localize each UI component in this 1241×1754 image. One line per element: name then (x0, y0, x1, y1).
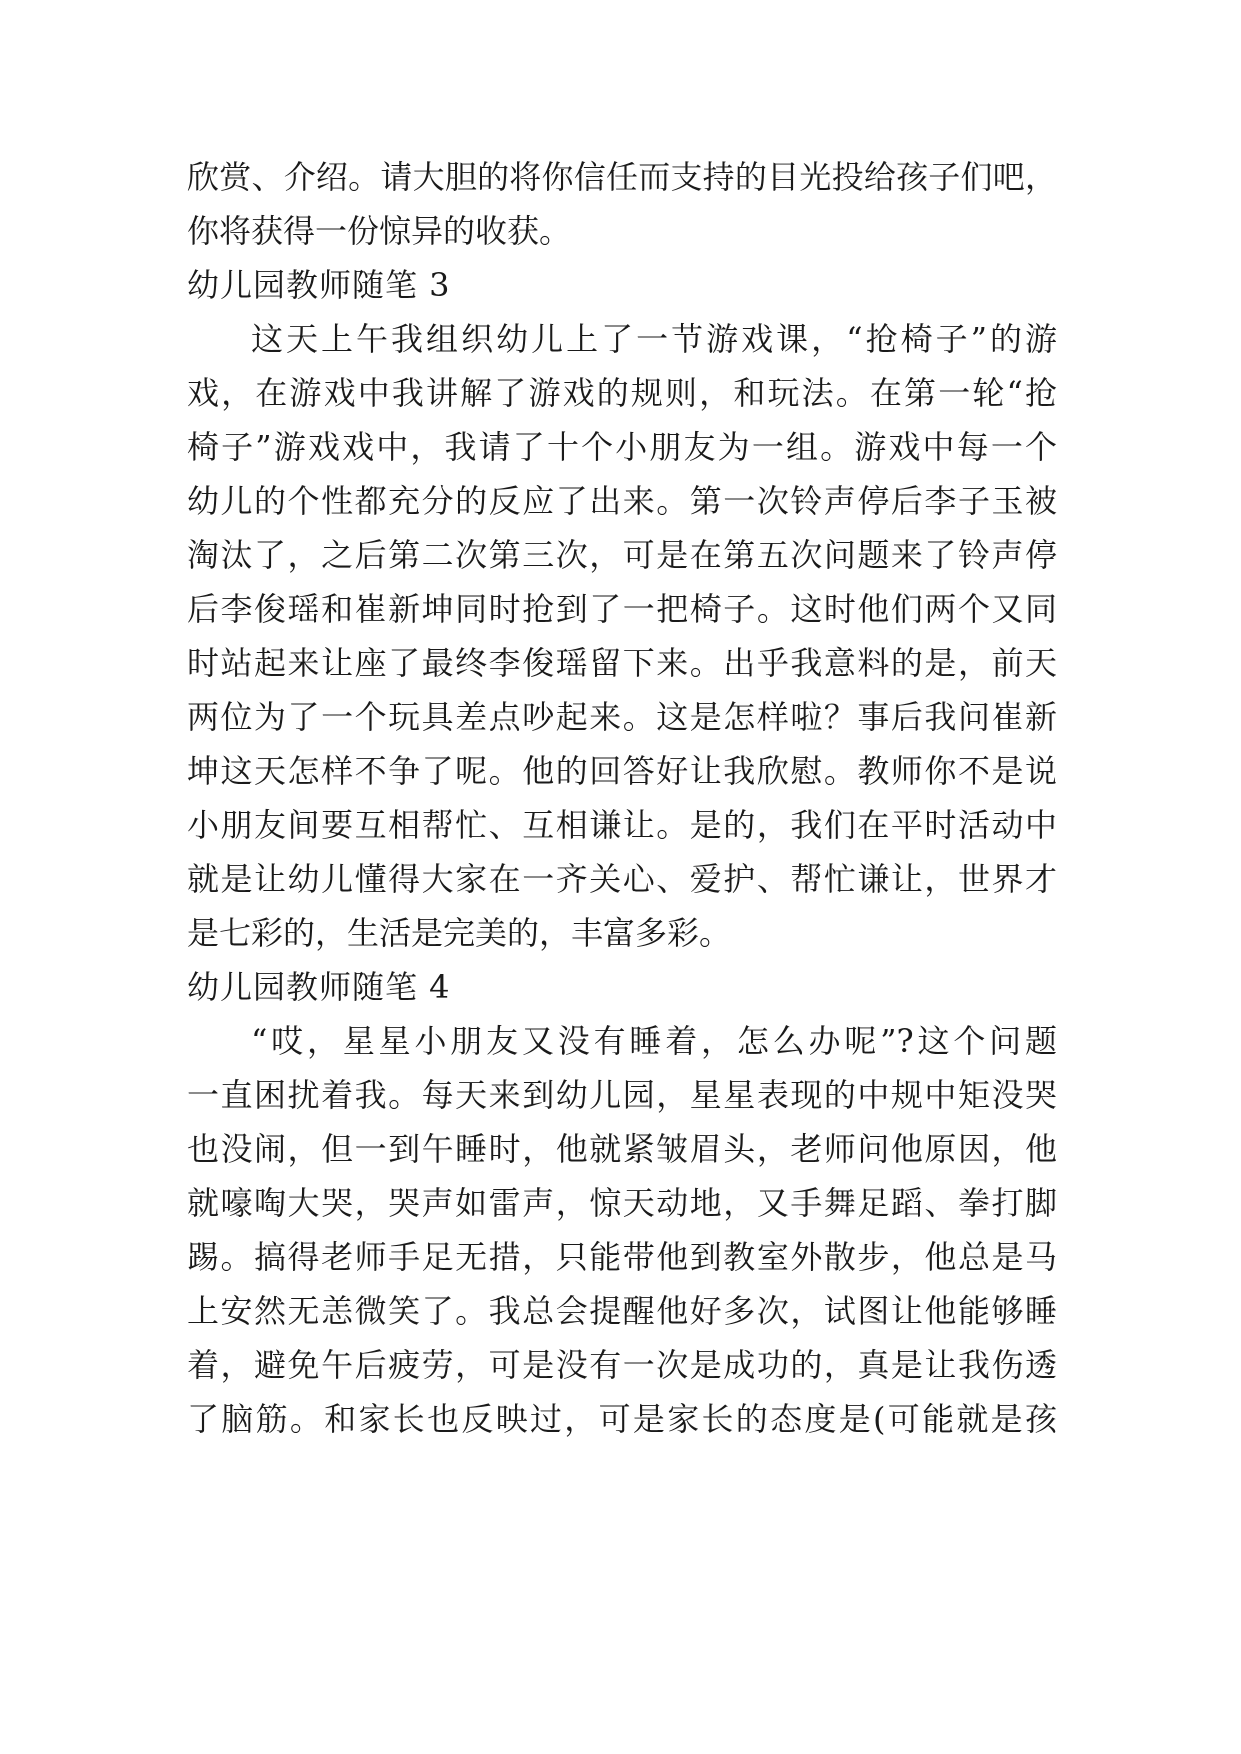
text-line: 欣赏、介绍。请大胆的将你信任而支持的目光投给孩子们吧， (187, 158, 1057, 196)
text-line: 你将获得一份惊异的收获。 (187, 212, 572, 250)
text-line: 后李俊瑶和崔新坤同时抢到了一把椅子。这时他们两个又同 (187, 590, 1057, 628)
section-heading: 幼儿园教师随笔 4 (187, 968, 451, 1006)
text-line: 一直困扰着我。每天来到幼儿园，星星表现的中规中矩没哭 (187, 1076, 1057, 1114)
text-line: 踢。搞得老师手足无措，只能带他到教室外散步，他总是马 (187, 1238, 1057, 1276)
text-line: 戏，在游戏中我讲解了游戏的规则，和玩法。在第一轮“抢 (187, 374, 1057, 412)
text-line: 是七彩的，生活是完美的，丰富多彩。 (187, 914, 732, 952)
text-line: 小朋友间要互相帮忙、互相谦让。是的，我们在平时活动中 (187, 806, 1057, 844)
text-line: 也没闹，但一到午睡时，他就紧皱眉头，老师问他原因，他 (187, 1130, 1057, 1168)
text-line: 就是让幼儿懂得大家在一齐关心、爱护、帮忙谦让，世界才 (187, 860, 1057, 898)
text-line: 淘汰了，之后第二次第三次，可是在第五次问题来了铃声停 (187, 536, 1057, 574)
text-line: 时站起来让座了最终李俊瑶留下来。出乎我意料的是，前天 (187, 644, 1057, 682)
text-line: 就嚎啕大哭，哭声如雷声，惊天动地，又手舞足蹈、拳打脚 (187, 1184, 1057, 1222)
text-line: 着，避免午后疲劳，可是没有一次是成功的，真是让我伤透 (187, 1346, 1057, 1384)
document-body (187, 150, 1057, 1446)
text-line: 了脑筋。和家长也反映过，可是家长的态度是(可能就是孩 (187, 1400, 1057, 1438)
text-line: 两位为了一个玩具差点吵起来。这是怎样啦？事后我问崔新 (187, 698, 1057, 736)
section-heading: 幼儿园教师随笔 3 (187, 266, 451, 304)
text-line: 坤这天怎样不争了呢。他的回答好让我欣慰。教师你不是说 (187, 752, 1057, 790)
text-line: 幼儿的个性都充分的反应了出来。第一次铃声停后李子玉被 (187, 482, 1057, 520)
paragraph-first-line: “哎，星星小朋友又没有睡着，怎么办呢”?这个问题 (251, 1022, 1057, 1060)
text-line: 上安然无恙微笑了。我总会提醒他好多次，试图让他能够睡 (187, 1292, 1057, 1330)
text-line: 椅子”游戏戏中，我请了十个小朋友为一组。游戏中每一个 (187, 428, 1057, 466)
paragraph-first-line: 这天上午我组织幼儿上了一节游戏课，“抢椅子”的游 (251, 320, 1057, 358)
